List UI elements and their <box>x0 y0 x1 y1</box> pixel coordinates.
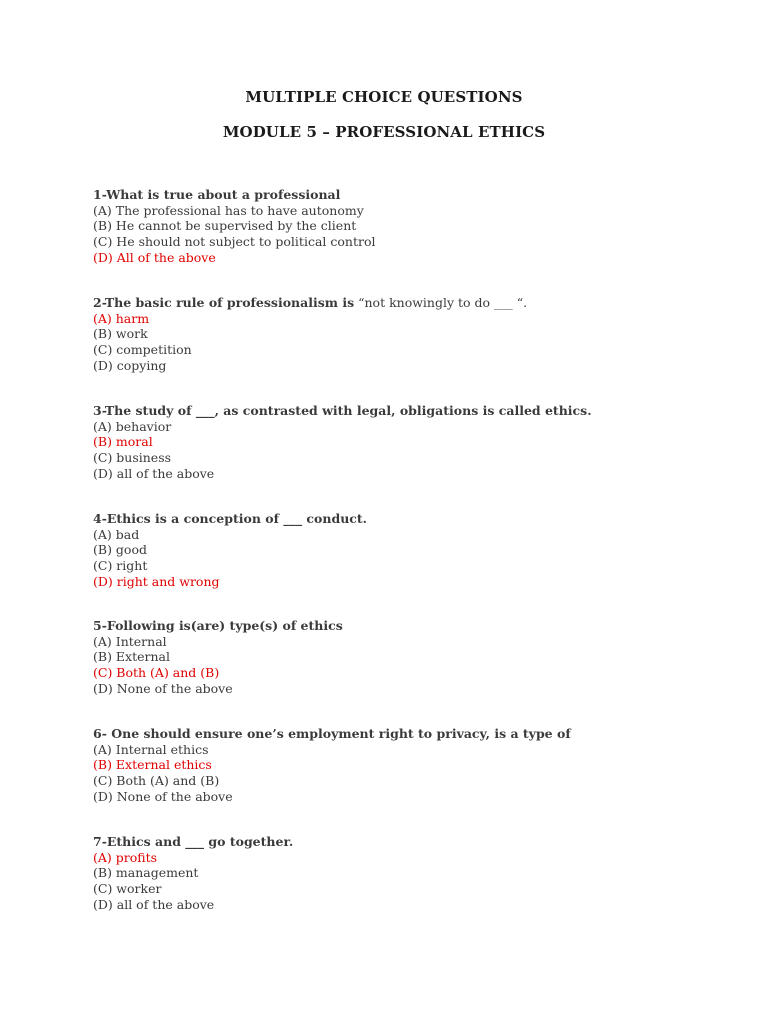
question-1 <box>93 187 713 265</box>
question-3 <box>93 403 713 481</box>
question-stem: 6- One should ensure one’s employment right to privacy, is a type of <box>93 726 571 741</box>
question-7 <box>93 834 713 912</box>
answer-option: (A) behavior <box>93 418 172 434</box>
question-text <box>93 403 713 419</box>
question-text <box>93 295 713 311</box>
answer-option-correct: (A) profits <box>93 849 158 865</box>
answer-option-correct: (B) External ethics <box>93 757 212 773</box>
answer-option: (B) good <box>93 542 147 558</box>
question-stem: 2-The basic rule of professionalism is <box>93 295 355 310</box>
answer-option: (C) business <box>93 450 172 466</box>
question-stem: 3-The study of ___, as contrasted with legal, obligations is called ethics. <box>93 403 592 418</box>
document-title: MULTIPLE CHOICE QUESTIONS <box>245 88 523 106</box>
question-stem: 7-Ethics and ___ go together. <box>93 834 294 849</box>
answer-option: (D) all of the above <box>93 465 215 481</box>
question-text <box>93 511 713 527</box>
question-2 <box>93 295 713 373</box>
question-stem-suffix: “not knowingly to do ___ “. <box>354 295 528 310</box>
answer-option: (A) The professional has to have autonomy <box>93 202 364 218</box>
answer-option-correct: (C) Both (A) and (B) <box>93 665 220 681</box>
answer-option: (D) all of the above <box>93 896 215 912</box>
question-stem: 5-Following is(are) type(s) of ethics <box>93 618 343 633</box>
answer-option: (B) He cannot be supervised by the client <box>93 218 357 234</box>
answer-option: (B) External <box>93 649 170 665</box>
answer-option: (C) right <box>93 558 148 574</box>
question-text <box>93 726 713 742</box>
answer-option: (C) worker <box>93 881 162 897</box>
document-subtitle: MODULE 5 – PROFESSIONAL ETHICS <box>222 123 546 141</box>
answer-option: (D) None of the above <box>93 680 233 696</box>
answer-option: (D) copying <box>93 357 167 373</box>
question-4 <box>93 511 713 589</box>
question-text <box>93 187 713 203</box>
answer-option: (B) management <box>93 865 199 881</box>
answer-option: (A) Internal ethics <box>93 741 209 757</box>
answer-option-correct: (D) All of the above <box>93 249 216 265</box>
question-stem: 4-Ethics is a conception of ___ conduct. <box>93 511 368 526</box>
answer-option: (A) bad <box>93 526 140 542</box>
answer-option: (C) He should not subject to political control <box>93 234 376 250</box>
question-text <box>93 834 713 850</box>
question-5 <box>93 618 713 696</box>
answer-option: (D) None of the above <box>93 788 233 804</box>
question-6 <box>93 726 713 804</box>
answer-option: (C) Both (A) and (B) <box>93 773 220 789</box>
question-text <box>93 618 713 634</box>
answer-option-correct: (B) moral <box>93 434 153 450</box>
answer-option: (C) competition <box>93 342 192 358</box>
answer-option: (B) work <box>93 326 148 342</box>
answer-option: (A) Internal <box>93 633 167 649</box>
answer-option-correct: (A) harm <box>93 310 150 326</box>
question-stem: 1-What is true about a professional <box>93 187 341 202</box>
answer-option-correct: (D) right and wrong <box>93 573 220 589</box>
